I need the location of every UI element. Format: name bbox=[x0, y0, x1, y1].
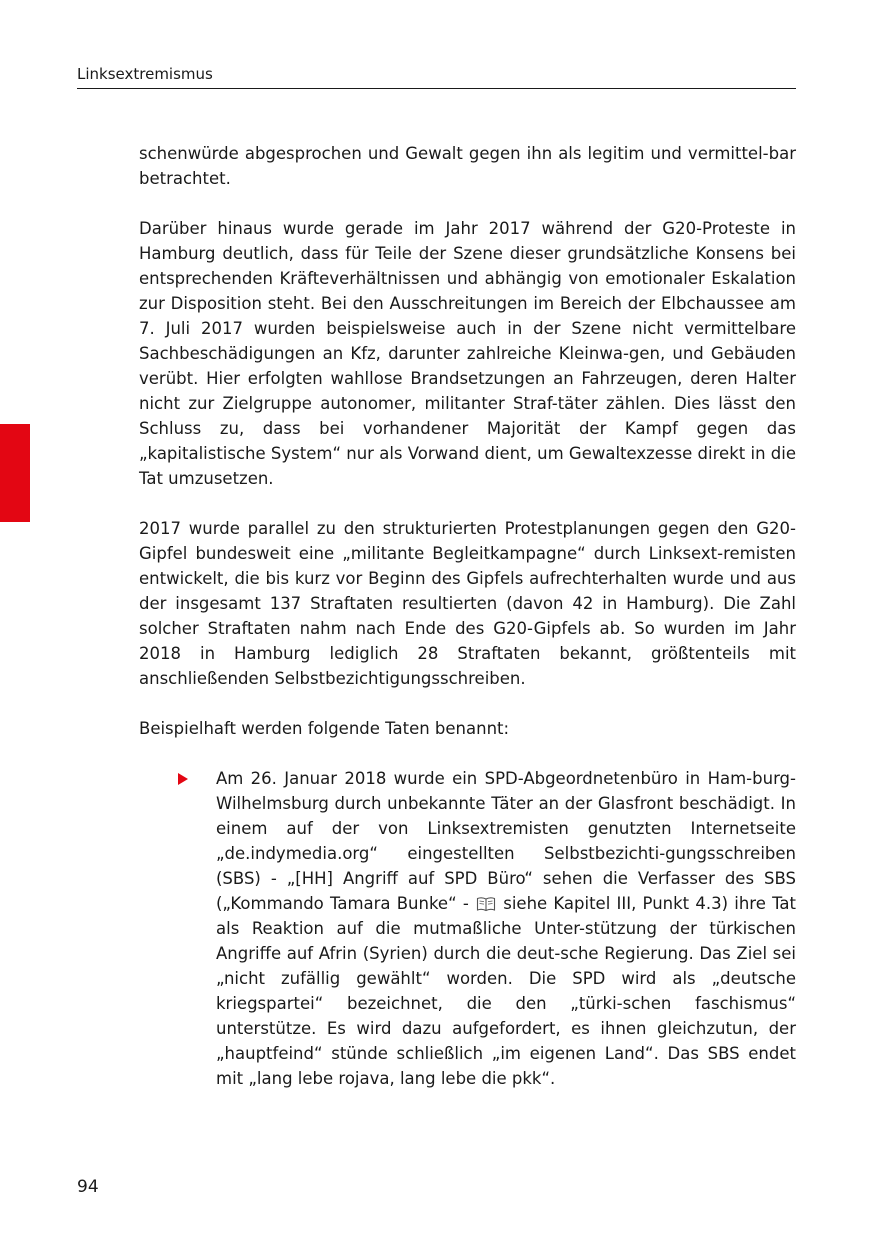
book-icon bbox=[476, 896, 496, 912]
running-header: Linksextremismus bbox=[77, 65, 213, 83]
example-list bbox=[139, 766, 796, 1091]
triangle-bullet-icon bbox=[178, 773, 188, 785]
page-number: 94 bbox=[77, 1177, 99, 1197]
chapter-side-tab bbox=[0, 424, 30, 522]
paragraph-3: 2017 wurde parallel zu den strukturierten Protestplanungen gegen den G20-Gipfel bundesweit eine „militante Begleitkampagne“ durch Linksext-remisten entwickelt, die bis kurz vor Beginn des Gipfels aufrechterhalten wurde und aus der insgesamt 137 Straftaten resultierten (davon 42 in Hamburg). Die Zahl solcher Straftaten nahm nach Ende des G20-Gipfels ab. So wurden im Jahr 2018 in Hamburg lediglich 28 Straftaten bekannt, größtenteils mit anschließenden Selbstbezichtigungsschreiben. bbox=[139, 519, 796, 688]
paragraph-1: schenwürde abgesprochen und Gewalt gegen ihn als legitim und vermittel-bar betrachtet. bbox=[139, 144, 796, 188]
page-body bbox=[139, 141, 796, 1091]
list-item-text-part-1: Am 26. Januar 2018 wurde ein SPD-Abgeordnetenbüro in Ham-burg-Wilhelmsburg durch unbekannte Täter an der Glasfront beschädigt. In einem auf der von Linksextremisten genutzten Internetseite „de.indymedia.org“ eingestellten Selbstbezichti-gungsschreiben (SBS) - „[HH] Angriff auf SPD Büro“ sehen die Verfasser des SBS („Kommando Tamara Bunke“ - bbox=[216, 769, 796, 913]
header-rule bbox=[77, 88, 796, 89]
paragraph-4: Beispielhaft werden folgende Taten benannt: bbox=[139, 719, 510, 738]
list-item bbox=[139, 766, 796, 1091]
list-item-text-part-2: siehe Kapitel III, Punkt 4.3) ihre Tat als Reaktion auf die mutmaßliche Unter-stützung der türkischen Angriffe auf Afrin (Syrien) durch die deut-sche Regierung. Das Ziel sei „nicht zufällig gewählt“ worden. Die SPD wird als „deutsche kriegspartei“ bezeichnet, die den „türki-schen faschismus“ unterstütze. Es wird dazu aufgefordert, es ihnen gleichzutun, der „hauptfeind“ stünde schließlich „im eigenen Land“. Das SBS endet mit „lang lebe rojava, lang lebe die pkk“. bbox=[216, 894, 796, 1088]
paragraph-2: Darüber hinaus wurde gerade im Jahr 2017 während der G20-Proteste in Hamburg deutlich, dass für Teile der Szene dieser grundsätzliche Konsens bei entsprechenden Kräfteverhältnissen und abhängig von emotionaler Eskalation zur Disposition steht. Bei den Ausschreitungen im Bereich der Elbchaussee am 7. Juli 2017 wurden beispielsweise auch in der Szene nicht vermittelbare Sachbeschädigungen an Kfz, darunter zahlreiche Kleinwa-gen, und Gebäuden verübt. Hier erfolgten wahllose Brandsetzungen an Fahrzeugen, deren Halter nicht zur Zielgruppe autonomer, militanter Straf-täter zählen. Dies lässt den Schluss zu, dass bei vorhandener Majorität der Kampf gegen das „kapitalistische System“ nur als Vorwand dient, um Gewaltexzesse direkt in die Tat umzusetzen. bbox=[139, 219, 796, 488]
